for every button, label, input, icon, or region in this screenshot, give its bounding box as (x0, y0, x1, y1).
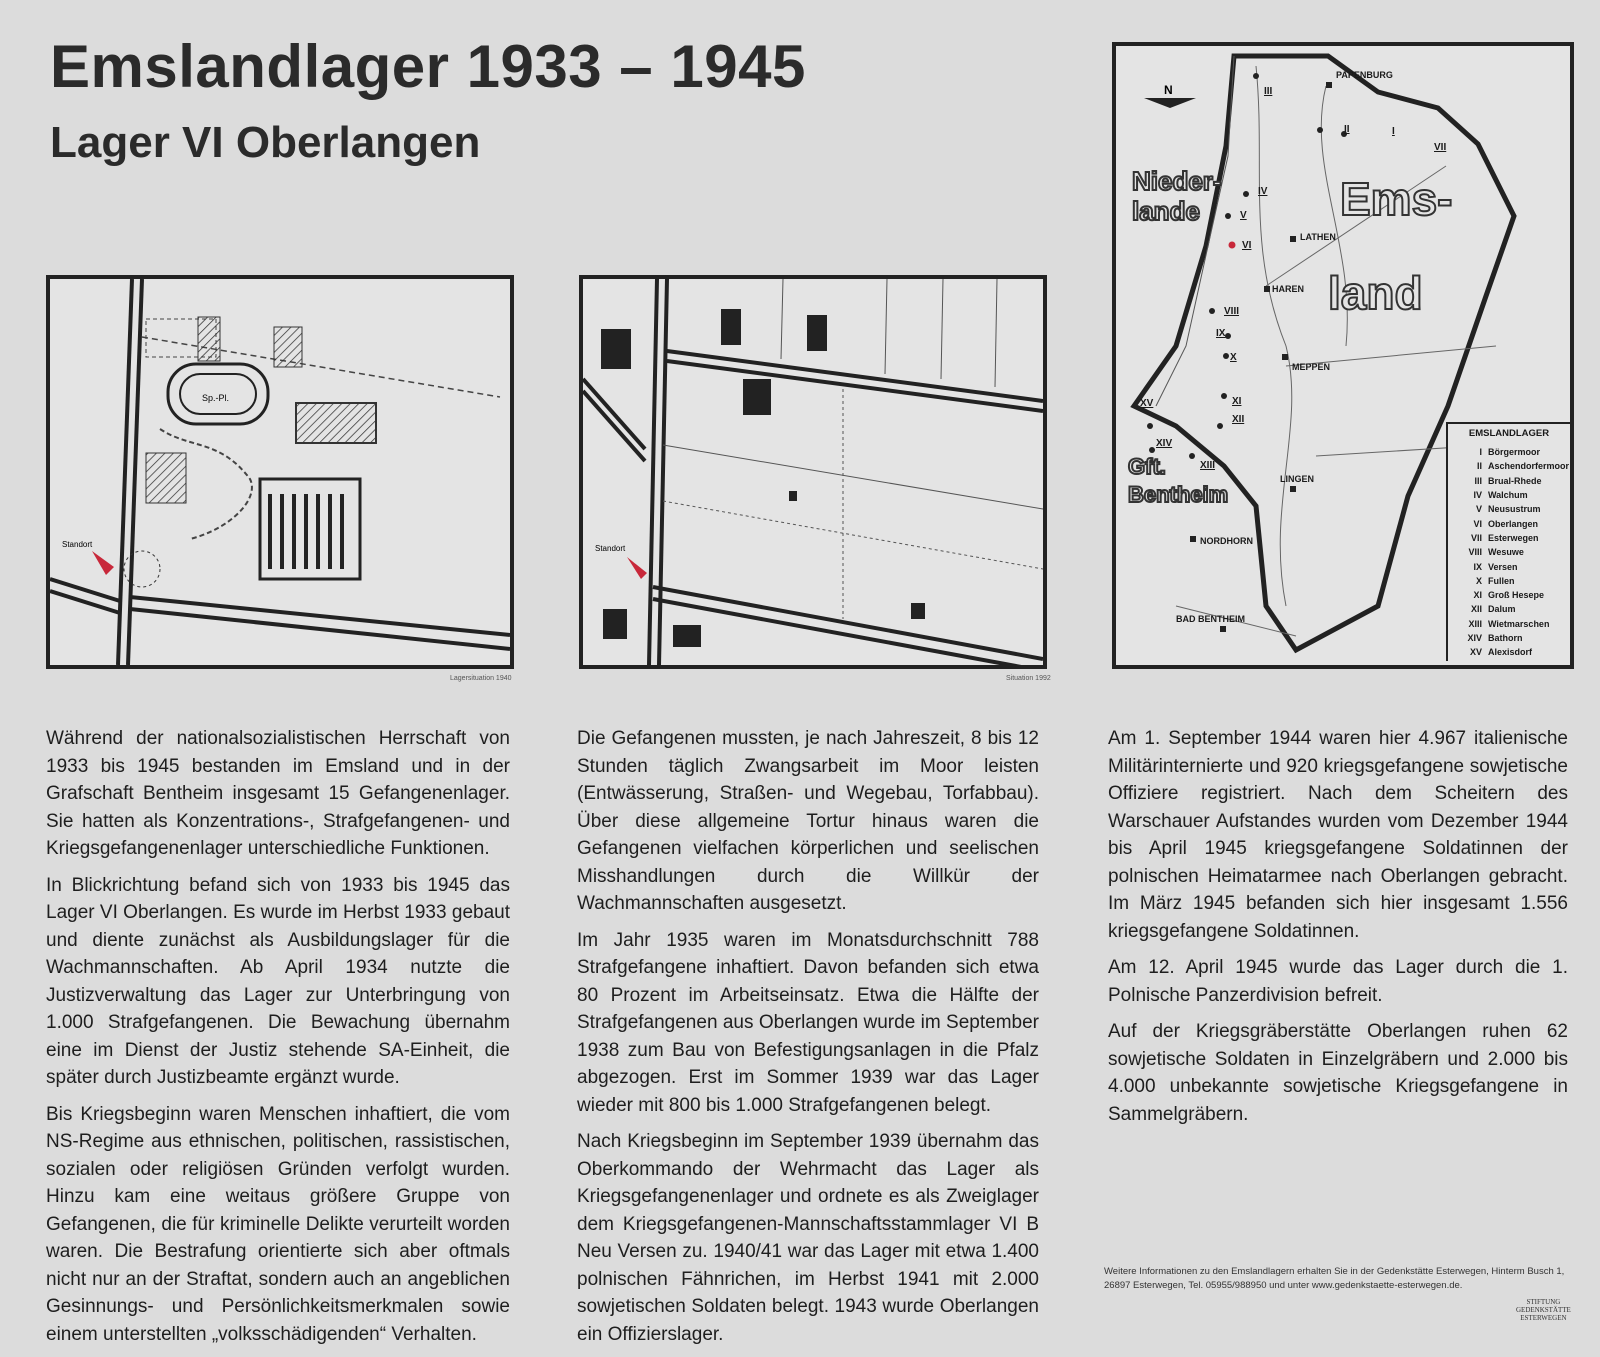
town-haren: HAREN (1272, 284, 1305, 294)
paragraph: In Blickrichtung befand sich von 1933 bis 1945 das Lager VI Oberlangen. Es wurde im Herbst 1933 gebaut und diente zunächst als Ausbildungslager für die Wachmannschaften. Ab April 1934 nutzte die Justizverwaltung das Lager zur Unterbringung von 1.000 Strafgefangenen. Die Bewachung übernahm eine im Dienst der Justiz stehende SA-Einheit, die später durch Justizbeamte ergänzt wurde. (46, 874, 510, 1088)
paragraph: Die Gefangenen mussten, je nach Jahreszeit, 8 bis 12 Stunden täglich Zwangsarbeit im Moor leisten (Entwässerung, Straßen- und Wegebau, Torfabbau). Über diese allgemeine Tortur hinaus waren die Gefangenen vielfachen körperlichen und seelischen Misshandlungen durch die Willkür der Wachmannschaften ausgesetzt. (577, 728, 1039, 914)
legend-row (1448, 516, 1570, 530)
paragraph: Während der nationalsozialistischen Herrschaft von 1933 bis 1945 bestanden im Emsland und in der Grafschaft Bentheim insgesamt 15 Gefangenenlager. Sie hatten als Konzentrations-, Strafgefangenen- und Kriegsgefangenenlager unterschiedliche Funktionen. (46, 728, 510, 859)
page-title: Emslandlager 1933 – 1945 (50, 33, 806, 100)
region-emsland-2: land (1328, 267, 1423, 319)
legend-num: V (1475, 504, 1482, 515)
town-bad-bentheim: BAD BENTHEIM (1176, 614, 1245, 624)
page-subtitle: Lager VI Oberlangen (50, 118, 481, 167)
north-arrow-icon (1144, 98, 1196, 108)
town-meppen: MEPPEN (1292, 362, 1331, 372)
legend-name: Oberlangen (1488, 518, 1539, 529)
legend-name: Dalum (1488, 604, 1516, 615)
legend-name: Alexisdorf (1488, 647, 1533, 658)
legend-row (1448, 459, 1570, 473)
marker-v: V (1240, 210, 1247, 221)
legend-name: Walchum (1488, 490, 1528, 501)
marker-ix: IX (1216, 328, 1226, 339)
legend-num: XIII (1468, 618, 1482, 629)
legend-row (1448, 617, 1570, 631)
legend-num: XII (1470, 604, 1482, 615)
legend-name: Groß Hesepe (1488, 590, 1545, 601)
marker-iii: III (1264, 86, 1273, 97)
camp-plan-1940-drawing (50, 279, 510, 665)
legend-row (1448, 574, 1570, 588)
town-lingen: LINGEN (1280, 474, 1315, 484)
legend-num: VI (1473, 518, 1482, 529)
marker-vi: VI (1242, 240, 1252, 251)
legend-row (1448, 588, 1570, 602)
standort-label-left: Standort (62, 540, 93, 549)
legend-row (1448, 645, 1570, 659)
legend-name: Esterwegen (1488, 532, 1539, 543)
legend-row (1448, 502, 1570, 516)
marker-x: X (1230, 352, 1237, 363)
town-nordhorn: NORDHORN (1200, 536, 1253, 546)
logo-line: GEDENKSTÄTTE (1516, 1306, 1571, 1314)
logo-line: ESTERWEGEN (1520, 1314, 1567, 1322)
sportplatz-label: Sp.-Pl. (202, 393, 230, 403)
legend-num: II (1476, 461, 1482, 472)
legend-row (1448, 474, 1570, 488)
marker-iv: IV (1258, 186, 1268, 197)
paragraph: Im Jahr 1935 waren im Monatsdurchschnitt 788 Strafgefangene inhaftiert. Davon befanden sich etwa 80 Prozent im Arbeitseinsatz. Etwa die Hälfte der Strafgefangenen aus Oberlangen wurde im September 1938 zum Bau von Befestigungsanlagen in die Pfalz abgezogen. Erst im Sommer 1939 war das Lager wieder mit 800 bis 1.000 Strafgefangenen belegt. (577, 929, 1039, 1116)
legend-num: X (1475, 575, 1482, 586)
legend-num: IX (1473, 561, 1482, 572)
town-papenburg: PAPENBURG (1336, 70, 1393, 80)
site-plan-1992 (579, 275, 1047, 669)
site-plan-1992-drawing (583, 279, 1043, 665)
region-niederlande-1: Nieder- (1132, 166, 1222, 196)
legend-name: Brual-Rhede (1488, 475, 1542, 486)
region-bentheim-2: Bentheim (1128, 482, 1229, 507)
standort-marker-left (92, 551, 114, 575)
marker-i: I (1392, 126, 1395, 137)
plan-middle-caption: Situation 1992 (1006, 675, 1051, 682)
legend-row (1448, 445, 1570, 459)
legend-name: Wesuwe (1488, 547, 1524, 558)
region-emsland-1: Ems- (1340, 173, 1453, 225)
legend-row (1448, 631, 1570, 645)
text-column-3 (1108, 725, 1568, 1137)
legend-num: XIV (1467, 633, 1482, 643)
legend-row (1448, 545, 1570, 559)
region-bentheim-1: Gft. (1128, 454, 1166, 479)
marker-xi: XI (1232, 396, 1242, 407)
legend-num: III (1474, 475, 1482, 486)
marker-vii: VII (1434, 142, 1447, 153)
legend-num: VII (1470, 532, 1482, 543)
paragraph: Nach Kriegsbeginn im September 1939 übernahm das Oberkommando der Wehrmacht das Lager als Kriegsgefangenenlager und ordnete es als Zweiglager dem Kriegsgefangenen-Mannschaftsstammlager VI B Neu Versen zu. 1940/41 war das Lager mit etwa 1.400 polnischen Fähnrichen, im Herbst 1941 mit 2.000 sowjetischen Soldaten belegt. 1943 wurde Oberlangen ein Offizierslager. (577, 1131, 1039, 1345)
region-niederlande-2: lande (1132, 196, 1200, 226)
legend-row (1448, 602, 1570, 616)
marker-xv: XV (1140, 398, 1154, 409)
marker-xiii: XIII (1200, 460, 1216, 471)
legend-title: EMSLANDLAGER (1468, 428, 1550, 439)
legend-name: Neusustrum (1488, 504, 1541, 515)
legend-row (1448, 488, 1570, 502)
legend-row (1448, 559, 1570, 573)
legend-name: Bathorn (1488, 633, 1523, 643)
legend-name: Fullen (1488, 575, 1515, 586)
paragraph: Am 1. September 1944 waren hier 4.967 italienische Militärinternierte und 920 kriegsgefangene sowjetische Offiziere registriert. Nach dem Scheitern des Warschauer Aufstandes wurden vom Dezember 1944 bis April 1945 kriegsgefangene Soldatinnen der polnischen Heimatarmee nach Oberlangen gebracht. Im März 1945 befanden sich hier insgesamt 1.556 kriegsgefangene Soldatinnen. (1108, 728, 1568, 942)
paragraph: Bis Kriegsbeginn waren Menschen inhaftiert, die vom NS-Regime aus ethnischen, politischen, rassistischen, sozialen oder religiösen Gründen verfolgt wurden. Hinzu kam eine weitaus größere Gruppe von Gefangenen, die für kriminelle Delikte verurteilt worden waren. Die Bestrafung orientierte sich aber oftmals nicht nur an der Straftat, sondern auch an angeblichen Gesinnungs- und Persönlichkeitsmerkmalen sowie einem unterstellten „volksschädigenden“ Verhalten. (46, 1103, 510, 1345)
town-lathen: LATHEN (1300, 232, 1336, 242)
legend-num: IV (1473, 490, 1482, 501)
marker-ii: II (1344, 124, 1350, 135)
foundation-logo (1516, 1298, 1571, 1322)
standort-marker-middle (627, 557, 647, 579)
text-column-1 (46, 725, 510, 1357)
legend-num: XV (1469, 647, 1482, 658)
marker-viii: VIII (1224, 306, 1240, 317)
legend-num: I (1479, 447, 1482, 458)
legend-name: Versen (1488, 561, 1518, 572)
standort-label-middle: Standort (595, 544, 626, 553)
text-column-2 (577, 725, 1039, 1357)
legend-row (1448, 531, 1570, 545)
legend-name: Börgermoor (1488, 447, 1541, 458)
legend-name: Aschendorfermoor (1488, 461, 1570, 472)
paragraph: Am 12. April 1945 wurde das Lager durch die 1. Polnische Panzerdivision befreit. (1108, 957, 1568, 1006)
marker-xiv: XIV (1156, 438, 1173, 449)
legend-num: VIII (1468, 547, 1482, 558)
plan-left-caption: Lagersituation 1940 (450, 675, 512, 682)
legend-name: Wietmarschen (1488, 618, 1550, 629)
legend-num: XI (1473, 590, 1482, 601)
camp-plan-1940 (46, 275, 514, 669)
marker-vi-red (1229, 242, 1236, 249)
footer-info: Weitere Informationen zu den Emslandlagern erhalten Sie in der Gedenkstätte Esterwegen, Hinterm Busch 1, 26897 Esterwegen, Tel. 05955/988950 und unter www.gedenkstaette-esterwegen.de. (1104, 1266, 1565, 1291)
paragraph: Auf der Kriegsgräberstätte Oberlangen ruhen 62 sowjetische Soldaten in Einzelgräbern und 2.000 bis 4.000 unbekannte sowjetische Kriegsgefangene in Sammelgräbern. (1108, 1021, 1568, 1125)
logo-line: STIFTUNG (1526, 1298, 1561, 1306)
marker-xii: XII (1232, 414, 1245, 425)
north-label: N (1164, 83, 1173, 97)
map-legend (1446, 422, 1570, 661)
